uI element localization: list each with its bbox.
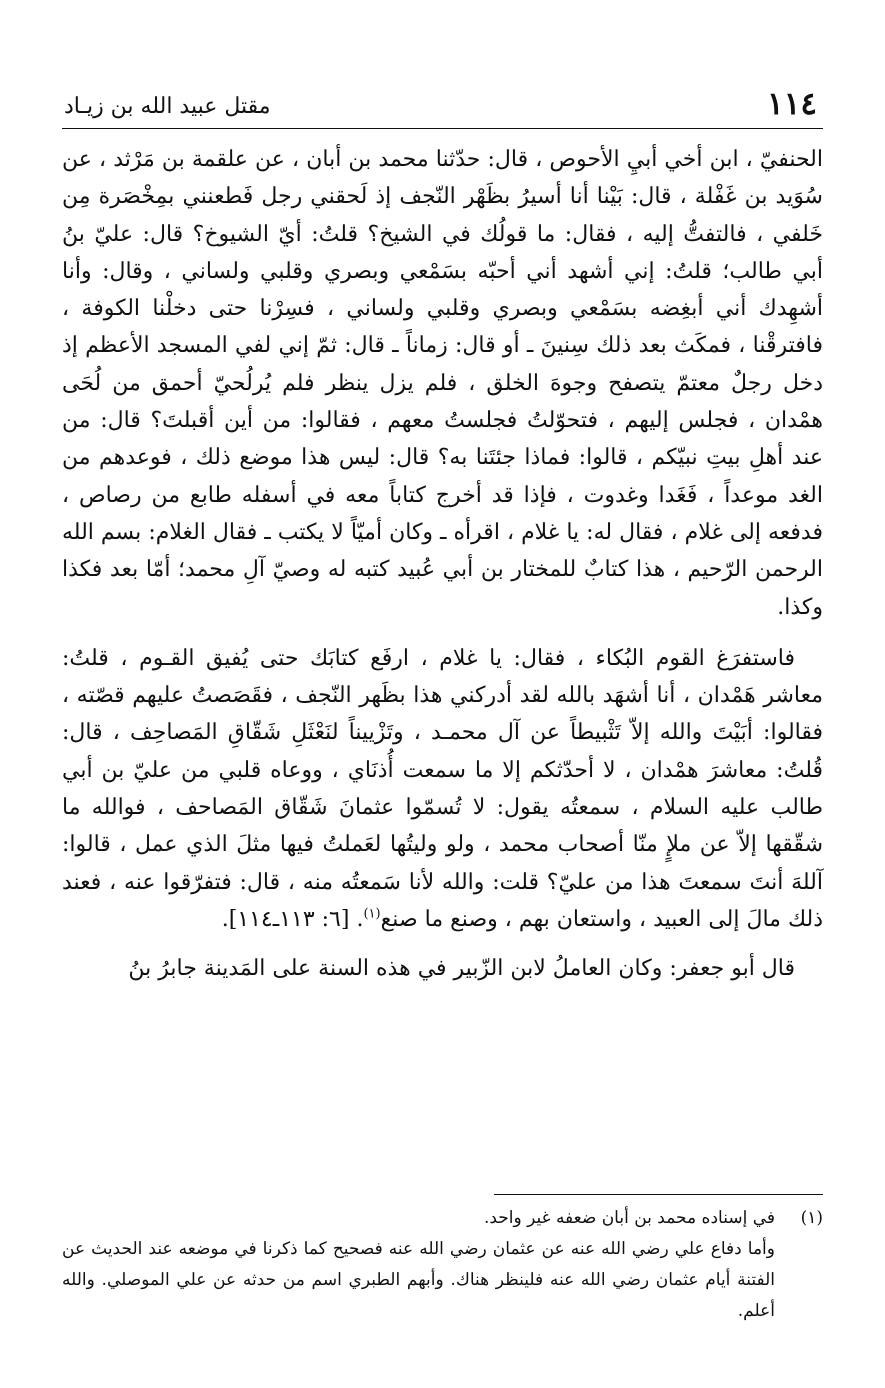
- footnotes: [62, 1203, 823, 1327]
- paragraph-2-text: فاستفرَغ القوم البُكاء ، فقال: يا غلام ، ارفَع كتابَك حتى يُفيق القـوم ، قلتُ: معاشر هَمْدان ، أنا أشهَد بالله لقد أدركني هذا بظَهر النّجف ، فقَصَصتُ عليهم قصّته ، فقالوا: أبَيْتَ والله إلاّ تَثْبيطاً عن آل محمـد ، وتَزْييناً لنَعْثَلِ شَقّاقِ المَصاحِف ، قال: قُلتُ: معاشرَ همْدان ، لا أحدّثكم إلا ما سمعت أُذنَاي ، ووعاه قلبي من عليّ بن أبي طالب عليه السلام ، سمعتُه يقول: لا تُسمّوا عثمانَ شَقّاق المَصاحف ، فوالله ما شقّقها إلاّ عن ملإٍ منّا أصحاب محمد ، ولو وليتُها لعَملتُ فيها مثلَ الذي عمل ، قالوا: آللهَ أنتَ سمعتَ هذا من عليّ؟ قلت: والله لأنا سَمعتُه منه ، قال: فتفرّقوا عنه ، فعند ذلك مالَ إلى العبيد ، واستعان بهم ، وصنع ما صنع: [62, 645, 823, 932]
- footnote-1: [62, 1203, 823, 1234]
- footnote-line-1: في إسناده محمد بن أبان ضعفه غير واحد.: [483, 1208, 775, 1228]
- footnote-divider: [494, 1194, 823, 1195]
- paragraph-2: [62, 640, 823, 938]
- footnote-reference[interactable]: (١): [363, 906, 381, 922]
- paragraph-3: قال أبو جعفر: وكان العاملُ لابن الزّبير في هذه السنة على المَدينة جابرُ بنُ: [128, 956, 795, 982]
- page-number: ١١٤: [767, 86, 817, 122]
- source-reference: . [٦: ١١٣ـ١١٤].: [221, 906, 364, 932]
- body-text: [62, 141, 823, 988]
- footnote-number: (١): [800, 1208, 823, 1228]
- paragraph-1: الحنفيّ ، ابن أخي أبيِ الأحوص ، قال: حدّثنا محمد بن أبان ، عن علقمة بن مَرْثد ، عن سُوَيد بن غَفْلة ، قال: بَيْنا أنا أسيرُ بظَهْر النّجف إذ لَحقني رجل فَطعنني بمِخْصَرة مِن خَلفي ، فالتفتُّ إليه ، فقال: ما قولُك في الشيخ؟ قلتُ: أيّ الشيوخ؟ قال: عليّ بنُ أبي طالب؛ قلتُ: إني أشهد أني أحبّه بسَمْعي وبصري وقلبي ولساني ، وقال: وأنا أشهِدك أني أبغِضه بسَمْعي وبصري وقلبي ولساني ، فسِرْنا حتى دخلْنا الكوفة ، فافترقْنا ، فمكَث بعد ذلك سِنينَ ـ أو قال: زماناً ـ قال: ثمّ إني لفي المسجد الأعظم إذ دخل رجلٌ معتمّ يتصفح وجوهَ الخلق ، فلم يزل ينظر فلم يُرلُحيّ أحمق من لُحَى همْدان ، فجلس إليهم ، فتحوّلتُ فجلستُ معهم ، فقالوا: من أين أقبلتَ؟ قال: من عند أهلِ بيتِ نبيّكم ، قالوا: فماذا جئتَنا به؟ قال: ليس هذا موضع ذلك ، فوعدهم من الغد موعداً ، فَغَدا وغدوت ، فإذا قد أخرج كتاباً معه في أسفله طابع من رصاص ، فدفعه إلى غلام ، فقال له: يا غلام ، اقرأه ـ وكان أميّاً لا يكتب ـ فقال الغلام: بسم الله الرحمن الرّحيم ، هذا كتابٌ للمختار بن أبي عُبيد كتبه له وصيّ آلِ محمد؛ أمّا بعد فكذا وكذا.: [62, 147, 823, 620]
- footnote-line-2: وأما دفاع علي رضي الله عنه عن عثمان رضي الله عنه فصحيح كما ذكرنا في موضعه عند الحديث عن الفتنة أيام عثمان رضي الله عنه فلينظر هناك. وأبهم الطبري اسم من حدثه عن علي الموصلي. والله أعلم.: [62, 1239, 775, 1321]
- page-header: [62, 86, 823, 129]
- running-title: مقتل عبيد الله بن زيـاد: [64, 94, 271, 119]
